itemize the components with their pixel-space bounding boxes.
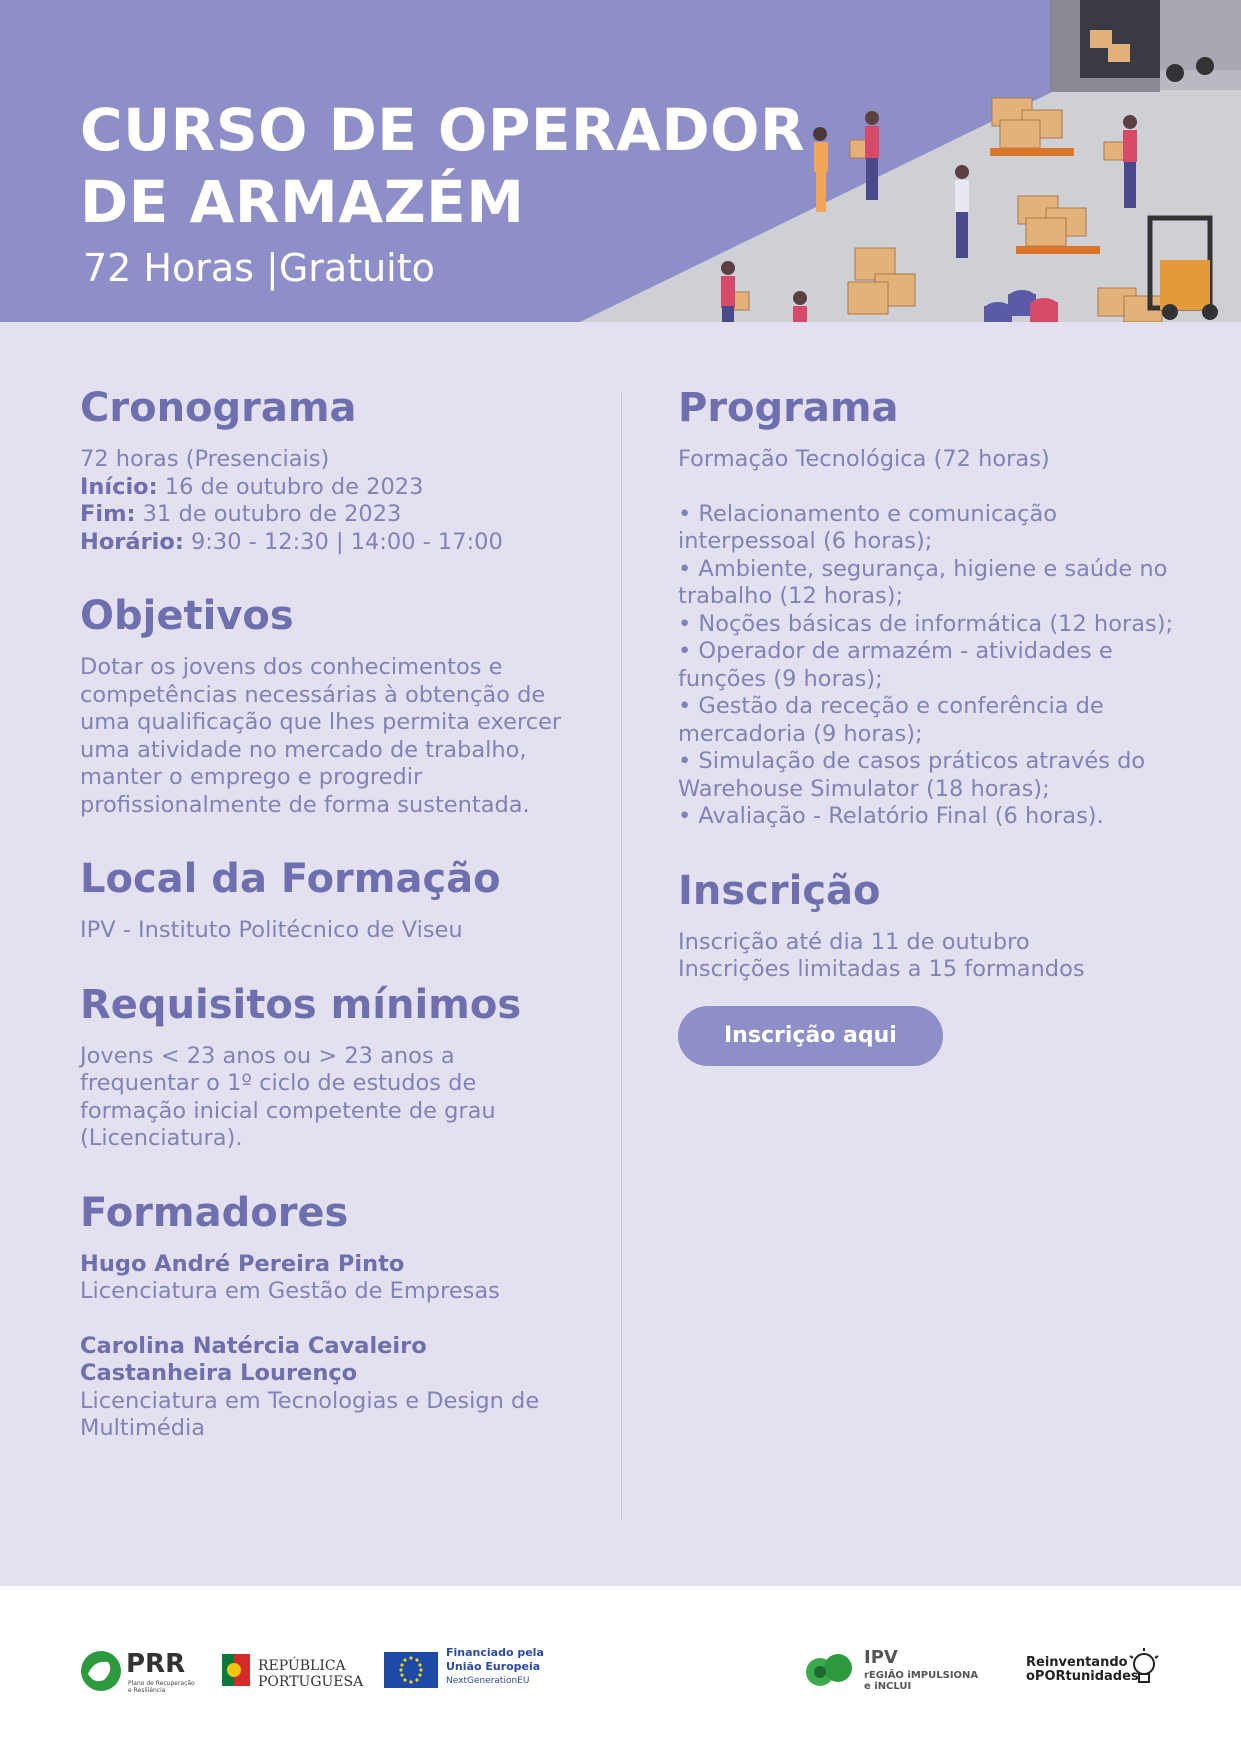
ipv-text: IPV	[864, 1647, 898, 1668]
local-heading: Local da Formação	[80, 856, 501, 902]
programa-heading: Programa	[678, 385, 899, 431]
ipv-emblem-icon	[804, 1650, 856, 1690]
cronograma-end	[80, 501, 600, 529]
header-banner	[0, 0, 1241, 322]
prr-subtext-1: Plano de Recuperação	[128, 1680, 195, 1687]
reinventando-logo	[1026, 1644, 1166, 1696]
subtitle: 72 Horas |Gratuito	[83, 246, 435, 290]
cronograma-hours: 72 horas (Presenciais)	[80, 446, 330, 472]
column-divider	[621, 392, 622, 1520]
inscricao-deadline: Inscrição até dia 11 de outubro	[678, 928, 1030, 955]
section-inscricao	[678, 865, 1178, 1066]
ipv-subtext-2: e iNCLUI	[864, 1681, 912, 1692]
page-title	[80, 94, 805, 238]
title-line-2: DE ARMAZÉM	[80, 168, 525, 236]
prr-text: PRR	[126, 1649, 186, 1679]
section-programa	[678, 382, 1178, 831]
eu-text-1: Financiado pela	[446, 1646, 544, 1659]
eu-logo	[384, 1646, 544, 1694]
eu-flag-icon	[384, 1652, 438, 1688]
republica-text-2: PORTUGUESA	[258, 1674, 364, 1690]
programa-item: • Operador de armazém - atividades e funções (9 horas);	[678, 638, 1113, 692]
eu-text-3: NextGenerationEU	[446, 1676, 530, 1686]
start-label: Início:	[80, 473, 158, 500]
requisitos-heading: Requisitos mínimos	[80, 981, 522, 1028]
republica-text-1: REPÚBLICA	[258, 1658, 346, 1674]
programa-intro: Formação Tecnológica (72 horas)	[678, 446, 1050, 472]
left-column	[80, 382, 600, 1477]
section-formadores	[80, 1187, 600, 1443]
section-objetivos	[80, 590, 600, 819]
trainer-name: Carolina Natércia Cavaleiro Castanheira Lourenço	[80, 1332, 427, 1386]
lightbulb-icon	[1126, 1646, 1162, 1692]
footer-logos	[0, 1586, 1241, 1754]
inscricao-limit: Inscrições limitadas a 15 formandos	[678, 956, 1085, 982]
objetivos-heading: Objetivos	[80, 593, 294, 639]
portugal-flag-icon	[222, 1650, 252, 1690]
title-line-1: CURSO DE OPERADOR	[80, 96, 806, 164]
section-requisitos	[80, 979, 600, 1153]
reinventando-text-1: Reinventando	[1026, 1655, 1128, 1670]
trainer-degree: Licenciatura em Tecnologias e Design de Multimédia	[80, 1387, 540, 1441]
prr-subtext-2: e Resiliência	[128, 1687, 166, 1694]
end-value: 31 de outubro de 2023	[135, 501, 402, 527]
formadores-heading: Formadores	[80, 1189, 349, 1236]
programa-item: • Ambiente, segurança, higiene e saúde no trabalho (12 horas);	[678, 555, 1168, 609]
ipv-logo	[804, 1648, 984, 1694]
right-column	[678, 382, 1178, 1100]
start-value: 16 de outubro de 2023	[157, 473, 424, 500]
programa-item: • Avaliação - Relatório Final (6 horas).	[678, 803, 1104, 829]
register-button[interactable]: Inscrição aqui	[678, 1006, 943, 1066]
programa-item: • Simulação de casos práticos através do Warehouse Simulator (18 horas);	[678, 748, 1146, 802]
reinventando-text-2: oPORtunidades	[1026, 1669, 1139, 1684]
trainer-name: Hugo André Pereira Pinto	[80, 1250, 405, 1277]
programa-item: • Noções básicas de informática (12 horas);	[678, 610, 1174, 637]
prr-logo	[80, 1650, 210, 1694]
content-area	[0, 322, 1241, 1586]
section-local	[80, 853, 600, 945]
republica-logo	[222, 1650, 362, 1694]
end-label: Fim:	[80, 501, 136, 527]
requisitos-text: Jovens < 23 anos ou > 23 anos a frequentar o 1º ciclo de estudos de formação inicial competente de grau (Licenciatura).	[80, 1042, 496, 1151]
cronograma-schedule	[80, 529, 600, 557]
eu-text-2: União Europeia	[446, 1660, 541, 1673]
section-cronograma	[80, 382, 600, 556]
ipv-subtext-1: rEGIÃO iMPULSIONA	[864, 1670, 979, 1681]
programa-item: • Relacionamento e comunicação interpessoal (6 horas);	[678, 500, 1058, 554]
objetivos-text: Dotar os jovens dos conhecimentos e competências necessárias à obtenção de uma qualificação que lhes permita exercer uma atividade no mercado de trabalho, manter o emprego e progredir profissionalmente de forma sustentada.	[80, 654, 562, 818]
cronograma-start	[80, 474, 600, 502]
prr-emblem-icon	[80, 1650, 122, 1692]
inscricao-heading: Inscrição	[678, 867, 881, 914]
trainer-degree: Licenciatura em Gestão de Empresas	[80, 1278, 500, 1304]
schedule-label: Horário:	[80, 528, 184, 555]
cronograma-heading: Cronograma	[80, 385, 357, 431]
programa-item: • Gestão da receção e conferência de mercadoria (9 horas);	[678, 693, 1104, 747]
local-text: IPV - Instituto Politécnico de Viseu	[80, 917, 463, 943]
schedule-value: 9:30 - 12:30 | 14:00 - 17:00	[183, 528, 503, 555]
